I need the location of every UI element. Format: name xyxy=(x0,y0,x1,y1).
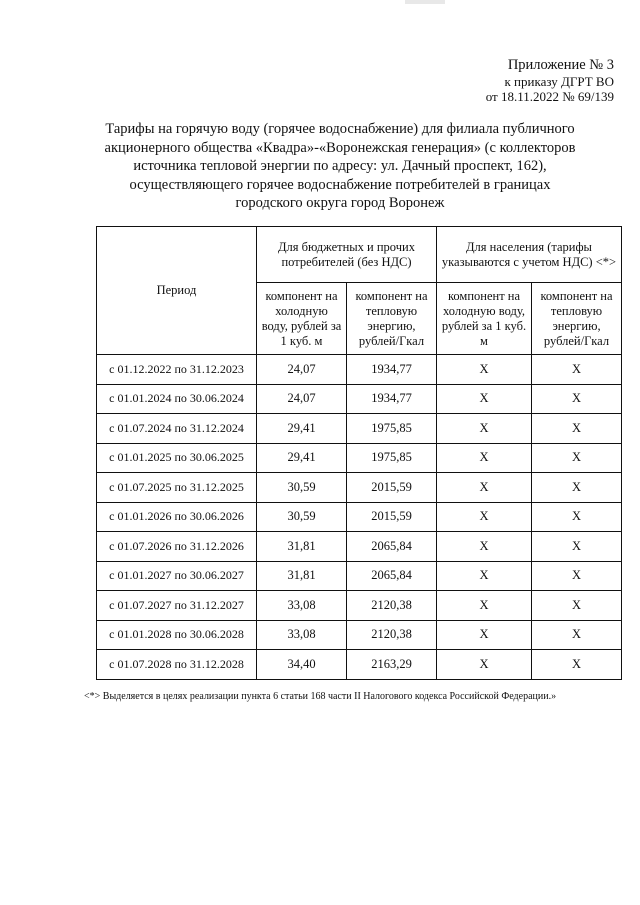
period-cell: с 01.01.2024 по 30.06.2024 xyxy=(97,384,257,414)
budget-heat-cell: 1975,85 xyxy=(347,414,437,444)
budget-heat-cell: 2120,38 xyxy=(347,620,437,650)
budget-cold-cell: 31,81 xyxy=(257,561,347,591)
table-row xyxy=(97,355,622,385)
table-row xyxy=(97,414,622,444)
budget-heat-cell: 2065,84 xyxy=(347,561,437,591)
budget-group-header: Для бюджетных и прочих потребителей (без НДС) xyxy=(257,227,437,283)
budget-heat-header: компонент на тепловую энергию, рублей/Гкал xyxy=(347,283,437,355)
population-cold-cell: X xyxy=(437,443,532,473)
period-cell: с 01.01.2025 по 30.06.2025 xyxy=(97,443,257,473)
population-heat-cell: X xyxy=(532,561,622,591)
budget-heat-cell: 2065,84 xyxy=(347,532,437,562)
budget-heat-cell: 2015,59 xyxy=(347,502,437,532)
budget-cold-cell: 34,40 xyxy=(257,650,347,680)
population-cold-cell: X xyxy=(437,561,532,591)
population-cold-cell: X xyxy=(437,620,532,650)
population-heat-cell: X xyxy=(532,443,622,473)
table-row xyxy=(97,443,622,473)
budget-heat-cell: 2120,38 xyxy=(347,591,437,621)
budget-cold-header: компонент на холодную воду, рублей за 1 куб. м xyxy=(257,283,347,355)
population-cold-cell: X xyxy=(437,502,532,532)
table-row xyxy=(97,384,622,414)
table-row xyxy=(97,502,622,532)
table-row xyxy=(97,532,622,562)
budget-heat-cell: 2015,59 xyxy=(347,473,437,503)
budget-cold-cell: 33,08 xyxy=(257,591,347,621)
population-cold-cell: X xyxy=(437,532,532,562)
footnote: <*> Выделяется в целях реализации пункта 6 статьи 168 части II Налогового кодекса Российской Федерации.» xyxy=(84,691,557,702)
appendix-number: Приложение № 3 xyxy=(507,57,614,73)
budget-heat-cell: 2163,29 xyxy=(347,650,437,680)
period-cell: с 01.01.2027 по 30.06.2027 xyxy=(97,561,257,591)
table-row xyxy=(97,561,622,591)
population-heat-header: компонент на тепловую энергию, рублей/Гкал xyxy=(532,283,622,355)
period-header: Период xyxy=(97,227,257,355)
appendix-order: к приказу ДГРТ ВО xyxy=(504,74,614,89)
table-row xyxy=(97,650,622,680)
budget-cold-cell: 24,07 xyxy=(257,355,347,385)
population-cold-cell: X xyxy=(437,473,532,503)
population-heat-cell: X xyxy=(532,502,622,532)
population-heat-cell: X xyxy=(532,650,622,680)
period-cell: с 01.01.2026 по 30.06.2026 xyxy=(97,502,257,532)
population-cold-cell: X xyxy=(437,650,532,680)
period-cell: с 01.07.2025 по 31.12.2025 xyxy=(97,473,257,503)
population-group-header: Для населения (тарифы указываются с учетом НДС) <*> xyxy=(437,227,622,283)
appendix-date: от 18.11.2022 № 69/139 xyxy=(485,89,614,104)
population-cold-cell: X xyxy=(437,414,532,444)
population-heat-cell: X xyxy=(532,591,622,621)
population-cold-header: компонент на холодную воду, рублей за 1 куб. м xyxy=(437,283,532,355)
period-cell: с 01.07.2027 по 31.12.2027 xyxy=(97,591,257,621)
period-cell: с 01.07.2028 по 31.12.2028 xyxy=(97,650,257,680)
budget-cold-cell: 30,59 xyxy=(257,473,347,503)
budget-heat-cell: 1975,85 xyxy=(347,443,437,473)
population-heat-cell: X xyxy=(532,473,622,503)
budget-cold-cell: 24,07 xyxy=(257,384,347,414)
scan-mark xyxy=(405,0,445,4)
budget-cold-cell: 29,41 xyxy=(257,443,347,473)
table-row xyxy=(97,473,622,503)
period-cell: с 01.12.2022 по 31.12.2023 xyxy=(97,355,257,385)
population-heat-cell: X xyxy=(532,384,622,414)
population-cold-cell: X xyxy=(437,591,532,621)
period-cell: с 01.01.2028 по 30.06.2028 xyxy=(97,620,257,650)
population-heat-cell: X xyxy=(532,532,622,562)
budget-heat-cell: 1934,77 xyxy=(347,384,437,414)
budget-cold-cell: 33,08 xyxy=(257,620,347,650)
budget-heat-cell: 1934,77 xyxy=(347,355,437,385)
population-heat-cell: X xyxy=(532,414,622,444)
population-heat-cell: X xyxy=(532,620,622,650)
table-row xyxy=(97,591,622,621)
budget-cold-cell: 31,81 xyxy=(257,532,347,562)
period-cell: с 01.07.2024 по 31.12.2024 xyxy=(97,414,257,444)
period-cell: с 01.07.2026 по 31.12.2026 xyxy=(97,532,257,562)
budget-cold-cell: 30,59 xyxy=(257,502,347,532)
budget-cold-cell: 29,41 xyxy=(257,414,347,444)
appendix-header xyxy=(486,56,614,104)
document-title: Тарифы на горячую воду (горячее водоснабжение) для филиала публичного акционерного общества «Квадра»-«Воронежская генерация» (с коллекторов источника тепловой энергии по адресу: ул. Дачный проспект, 162), осуществляющего горячее водоснабжение потребителей в границах городского округа город Воронеж xyxy=(104,121,576,211)
tariff-table xyxy=(96,226,622,680)
table-row xyxy=(97,620,622,650)
population-heat-cell: X xyxy=(532,355,622,385)
population-cold-cell: X xyxy=(437,384,532,414)
population-cold-cell: X xyxy=(437,355,532,385)
